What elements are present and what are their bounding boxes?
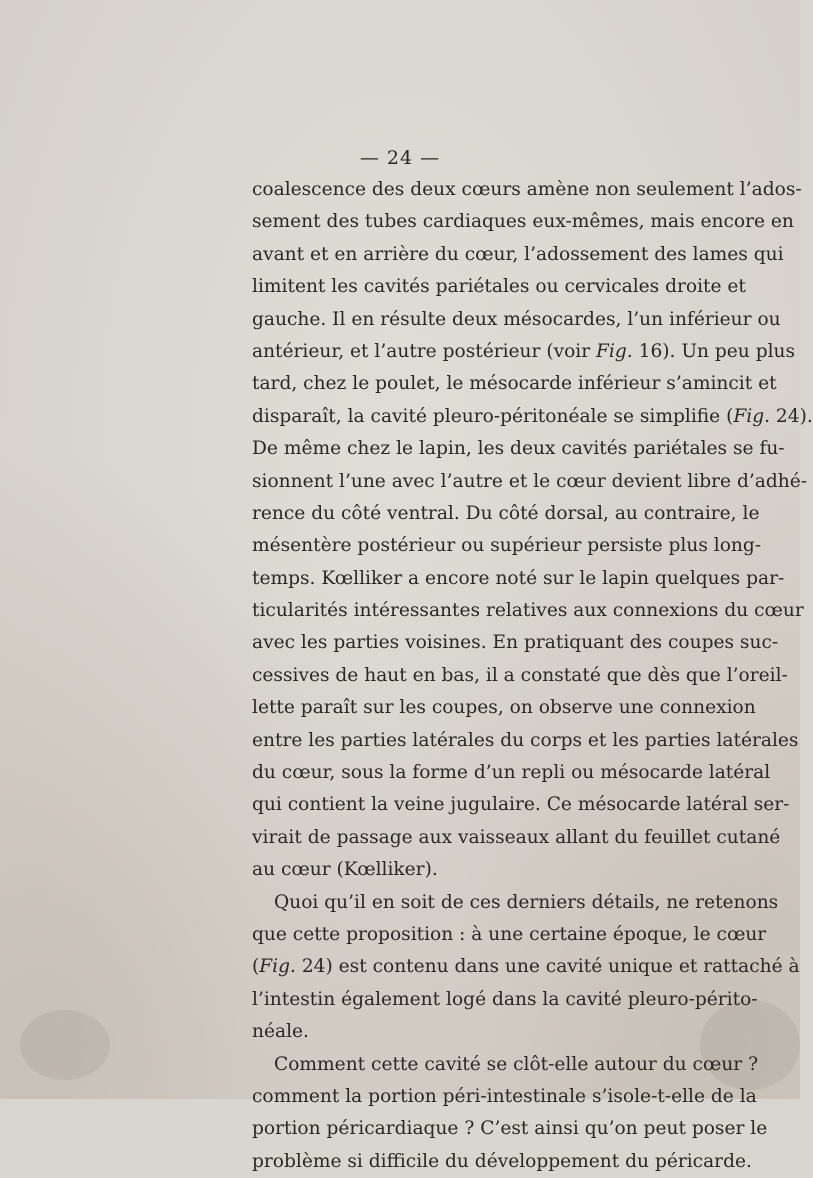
text-line: néale. [252, 1021, 309, 1043]
text-line: temps. Kœlliker a encore noté sur le lapin quelques par- [252, 567, 785, 589]
text-line: au cœur (Kœlliker). [252, 859, 438, 881]
text-line: mésentère postérieur ou supérieur persiste plus long- [252, 535, 762, 557]
text-line: sionnent l’une avec l’autre et le cœur devient libre d’adhé- [252, 470, 808, 492]
page-number: — 24 — [359, 147, 441, 169]
text-line: sement des tubes cardiaques eux-mêmes, mais encore en [252, 211, 794, 233]
text-line: gauche. Il en résulte deux mésocardes, l’un inférieur ou [252, 308, 781, 330]
text-line: ticularités intéressantes relatives aux connexions du cœur [252, 600, 804, 622]
text-line: antérieur, et l’autre postérieur (voir Fig. 16). Un peu plus [252, 340, 796, 362]
text-line: avec les parties voisines. En pratiquant des coupes suc- [252, 632, 779, 654]
text-line: disparaît, la cavité pleuro-péritonéale se simplifie (Fig. 24). [252, 405, 813, 427]
text-line: portion péricardiaque ? C’est ainsi qu’on peut poser le [252, 1118, 768, 1140]
text-line: (Fig. 24) est contenu dans une cavité unique et rattaché à [252, 956, 800, 978]
text-line: lette paraît sur les coupes, on observe une connexion [252, 697, 756, 719]
text-line: coalescence des deux cœurs amène non seulement l’ados- [252, 179, 802, 200]
text-line: avant et en arrière du cœur, l’adossement des lames qui [252, 243, 784, 265]
text-line: problème si difficile du développement du péricarde. [252, 1150, 752, 1172]
paper-stain [700, 1000, 800, 1090]
body-text [252, 174, 813, 1178]
text-line: virait de passage aux vaisseaux allant du feuillet cutané [252, 826, 781, 848]
text-line: limitent les cavités pariétales ou cervicales droite et [252, 276, 746, 298]
text-line: entre les parties latérales du corps et les parties latérales [252, 729, 799, 751]
text-line: tard, chez le poulet, le mésocarde inférieur s’amincit et [252, 373, 777, 395]
text-line: du cœur, sous la forme d’un repli ou mésocarde latéral [252, 762, 771, 784]
text-line: Comment cette cavité se clôt-elle autour du cœur ? [274, 1053, 759, 1075]
text-line: cessives de haut en bas, il a constaté que dès que l’oreil- [252, 664, 788, 686]
text-line: comment la portion péri-intestinale s’isole-t-elle de la [252, 1085, 757, 1107]
text-line: qui contient la veine jugulaire. Ce mésocarde latéral ser- [252, 794, 790, 816]
text-line: que cette proposition : à une certaine époque, le cœur [252, 923, 767, 945]
text-line: De même chez le lapin, les deux cavités pariétales se fu- [252, 438, 785, 460]
text-line: l’intestin également logé dans la cavité pleuro-périto- [252, 988, 758, 1010]
paper-stain [20, 1010, 110, 1080]
text-line: Quoi qu’il en soit de ces derniers détails, ne retenons [274, 891, 779, 913]
text-line: rence du côté ventral. Du côté dorsal, au contraire, le [252, 502, 760, 524]
